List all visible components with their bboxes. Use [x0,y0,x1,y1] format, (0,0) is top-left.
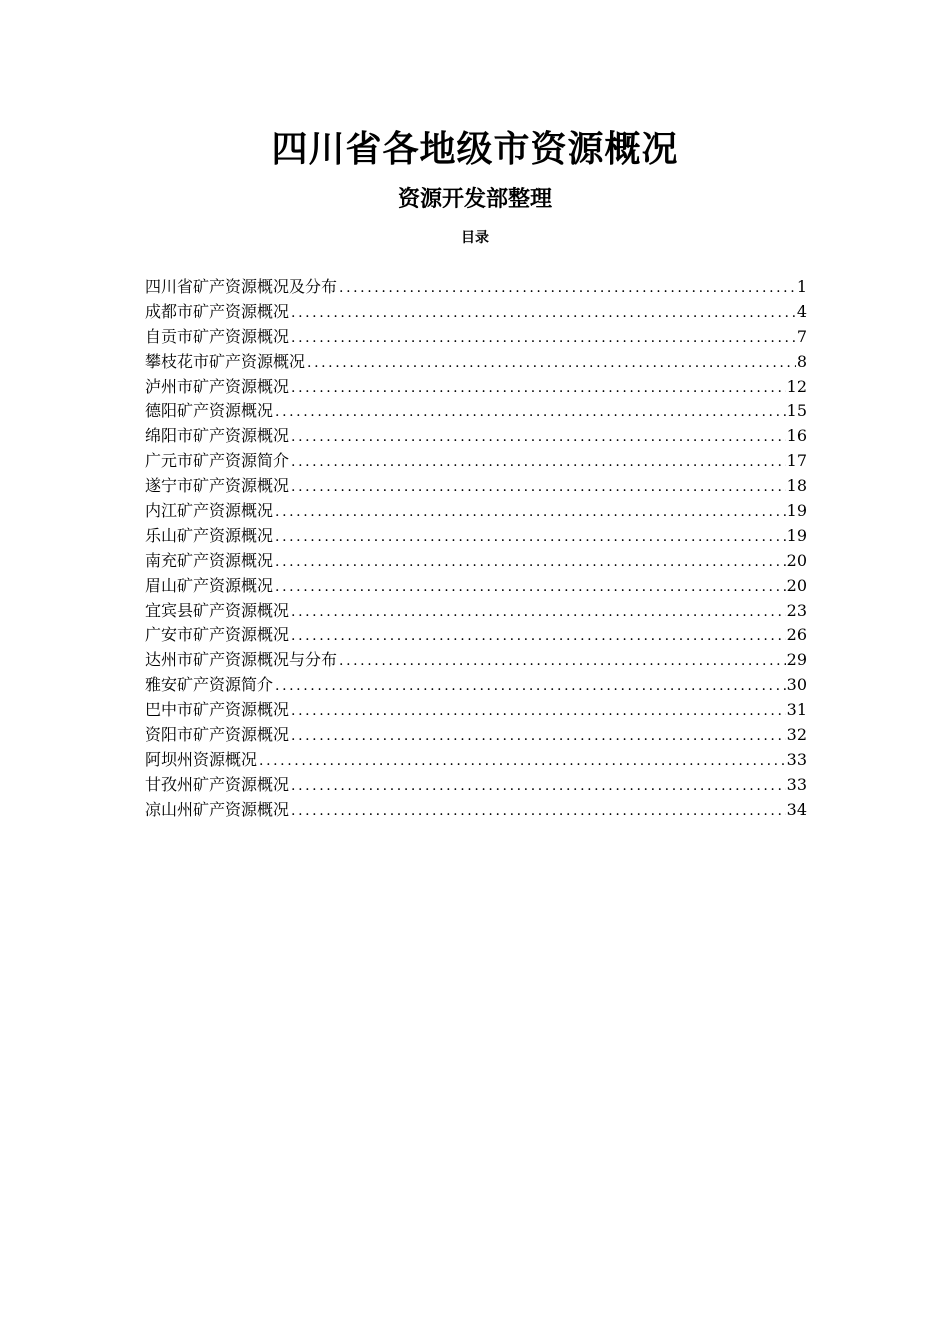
toc-entry[interactable] [145,799,807,824]
toc-leader-dots [305,352,796,374]
toc-heading: 目录 [461,230,489,246]
toc-entry[interactable] [145,724,807,749]
toc-entry-title: 德阳矿产资源概况 [145,401,274,421]
table-of-contents [145,276,807,824]
toc-entry-title: 巴中市矿产资源概况 [145,700,290,720]
toc-entry-page: 4 [796,301,807,321]
toc-entry-title: 绵阳市矿产资源概况 [145,426,290,446]
toc-entry-page: 12 [786,376,807,396]
toc-entry[interactable] [145,649,807,674]
toc-entry[interactable] [145,475,807,500]
toc-leader-dots [273,576,786,598]
toc-entry-page: 32 [786,725,807,745]
toc-entry-page: 34 [786,799,807,819]
toc-leader-dots [257,750,786,772]
toc-entry-title: 达州市矿产资源概况与分布 [145,650,338,670]
toc-entry[interactable] [145,674,807,699]
toc-entry-title: 凉山州矿产资源概况 [145,799,290,819]
toc-leader-dots [289,327,796,349]
toc-entry[interactable] [145,624,807,649]
toc-entry[interactable] [145,575,807,600]
toc-entry-page: 7 [796,326,807,346]
toc-entry-title: 遂宁市矿产资源概况 [145,476,290,496]
toc-entry-title: 自贡市矿产资源概况 [145,326,290,346]
toc-entry-page: 20 [786,575,807,595]
toc-entry-page: 33 [786,774,807,794]
toc-entry-page: 29 [786,650,807,670]
toc-entry-title: 四川省矿产资源概况及分布 [145,277,338,296]
toc-leader-dots [273,501,786,523]
toc-entry-page: 26 [786,625,807,645]
toc-entry[interactable] [145,500,807,525]
toc-leader-dots [337,277,796,299]
toc-leader-dots [289,601,786,623]
toc-entry-title: 资阳市矿产资源概况 [145,725,290,745]
toc-entry-page: 8 [796,351,807,371]
toc-entry[interactable] [145,600,807,625]
toc-leader-dots [289,775,786,797]
toc-entry[interactable] [145,774,807,799]
toc-entry-title: 南充矿产资源概况 [145,550,274,570]
toc-entry-page: 23 [786,600,807,620]
toc-leader-dots [289,800,786,822]
toc-entry-page: 31 [786,700,807,720]
toc-entry-title: 雅安矿产资源简介 [145,675,274,695]
toc-entry-page: 15 [786,401,807,421]
toc-entry[interactable] [145,425,807,450]
toc-leader-dots [289,426,786,448]
toc-entry[interactable] [145,525,807,550]
toc-entry-page: 16 [786,426,807,446]
toc-entry-title: 成都市矿产资源概况 [145,301,290,321]
toc-entry-page: 17 [786,451,807,471]
toc-leader-dots [289,451,786,473]
toc-entry[interactable] [145,699,807,724]
toc-leader-dots [289,625,786,647]
toc-entry[interactable] [145,376,807,401]
toc-entry-title: 眉山矿产资源概况 [145,575,274,595]
toc-entry-title: 甘孜州矿产资源概况 [145,774,290,794]
toc-entry-page: 1 [796,277,807,296]
document-subtitle: 资源开发部整理 [397,187,552,212]
toc-leader-dots [289,377,786,399]
document-title: 四川省各地级市资源概况 [271,129,679,170]
toc-entry-title: 广安市矿产资源概况 [145,625,290,645]
toc-leader-dots [273,675,786,697]
toc-entry[interactable] [145,749,807,774]
toc-leader-dots [337,650,786,672]
toc-entry-title: 阿坝州资源概况 [145,749,258,769]
toc-entry-page: 18 [786,476,807,496]
toc-leader-dots [273,526,786,548]
toc-entry[interactable] [145,301,807,326]
toc-entry-page: 20 [786,550,807,570]
toc-entry-page: 19 [786,525,807,545]
toc-entry-page: 33 [786,749,807,769]
toc-leader-dots [289,476,786,498]
toc-entry[interactable] [145,450,807,475]
toc-entry[interactable] [145,326,807,351]
toc-entry-title: 攀枝花市矿产资源概况 [145,351,306,371]
toc-entry[interactable] [145,276,807,301]
toc-entry[interactable] [145,550,807,575]
toc-entry-title: 广元市矿产资源简介 [145,451,290,471]
toc-entry-title: 内江矿产资源概况 [145,501,274,521]
toc-leader-dots [289,700,786,722]
toc-leader-dots [289,302,796,324]
toc-entry[interactable] [145,400,807,425]
toc-leader-dots [273,401,786,423]
toc-entry[interactable] [145,351,807,376]
toc-entry-title: 宜宾县矿产资源概况 [145,600,290,620]
toc-leader-dots [289,725,786,747]
toc-leader-dots [273,551,786,573]
toc-entry-page: 19 [786,501,807,521]
toc-entry-title: 泸州市矿产资源概况 [145,376,290,396]
toc-entry-page: 30 [786,675,807,695]
toc-entry-title: 乐山矿产资源概况 [145,525,274,545]
